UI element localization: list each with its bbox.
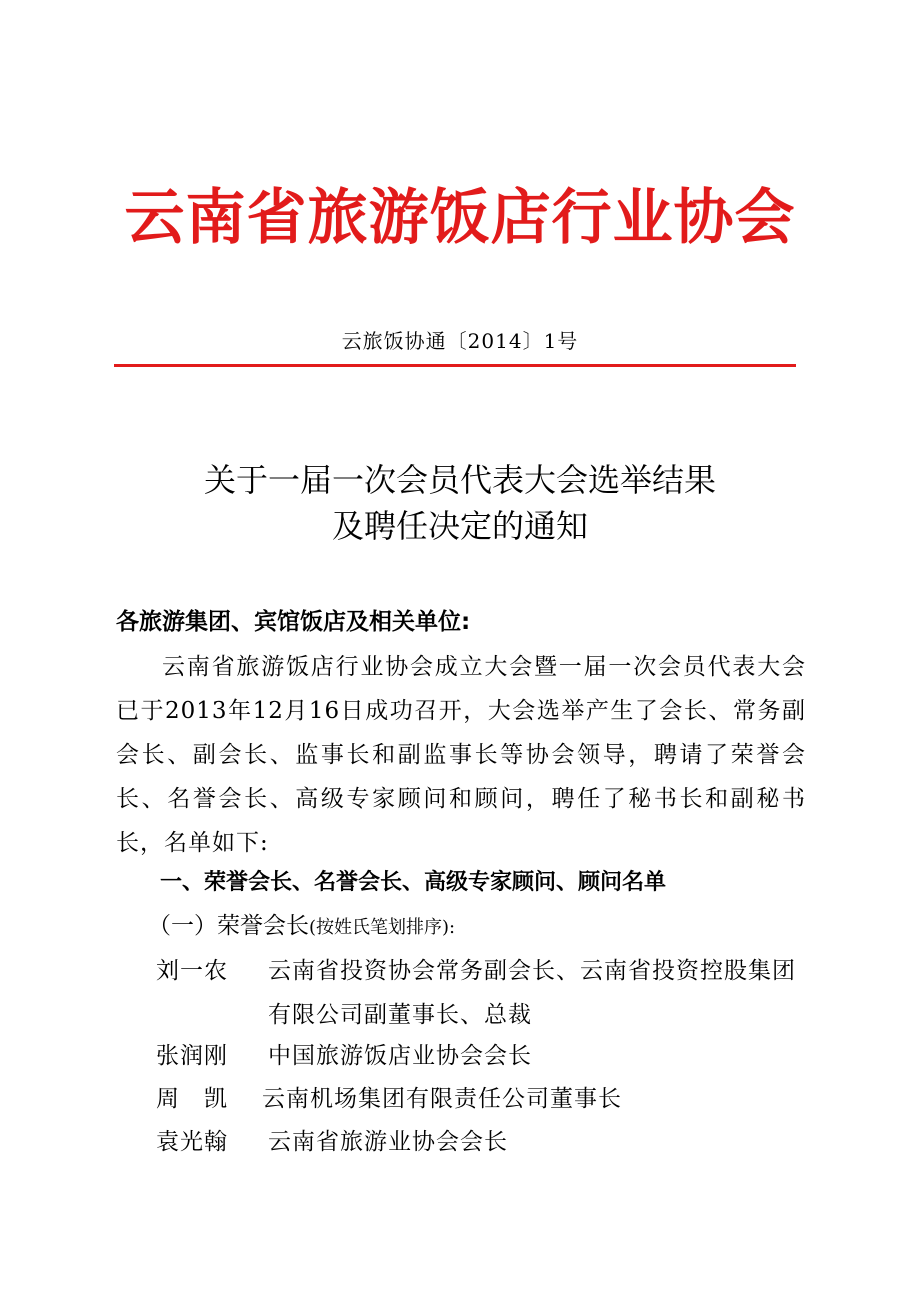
subsection-label <box>148 910 455 944</box>
body-paragraph: 云南省旅游饭店行业协会成立大会暨一届一次会员代表大会已于2013年12月16日成功召开，大会选举产生了会长、常务副会长、副会长、监事长和副监事长等协会领导，聘请了荣誉会长、名誉会长、高级专家顾问和顾问，聘任了秘书长和副秘书长，名单如下: <box>116 654 806 856</box>
subsection-note: (按姓氏笔划排序): <box>309 917 456 938</box>
red-divider-line <box>114 364 796 367</box>
entry-name: 刘一农 <box>156 958 228 984</box>
organization-title: 云南省旅游饭店行业协会 <box>124 183 796 253</box>
subsection-title: （一）荣誉会长 <box>148 913 309 939</box>
entry-description: 云南省旅游业协会会长 <box>268 1129 508 1155</box>
notice-title-line-1: 关于一届一次会员代表大会选举结果 <box>203 461 716 499</box>
entry-name: 袁光翰 <box>156 1129 228 1155</box>
entry-name: 周 凯 <box>156 1086 228 1112</box>
section-heading: 一、荣誉会长、名誉会长、高级专家顾问、顾问名单 <box>160 870 667 895</box>
entry-description: 中国旅游饭店业协会会长 <box>268 1043 532 1069</box>
entry-name: 张润刚 <box>156 1043 228 1069</box>
entry-description: 云南机场集团有限责任公司董事长 <box>262 1086 622 1112</box>
salutation: 各旅游集团、宾馆饭店及相关单位: <box>116 609 471 635</box>
notice-title-line-2: 及聘任决定的通知 <box>331 507 588 545</box>
document-number: 云旅饭协通〔2014〕1号 <box>341 329 579 353</box>
entry-description: 云南省投资协会常务副会长、云南省投资控股集团有限公司副董事长、总裁 <box>268 958 796 1028</box>
